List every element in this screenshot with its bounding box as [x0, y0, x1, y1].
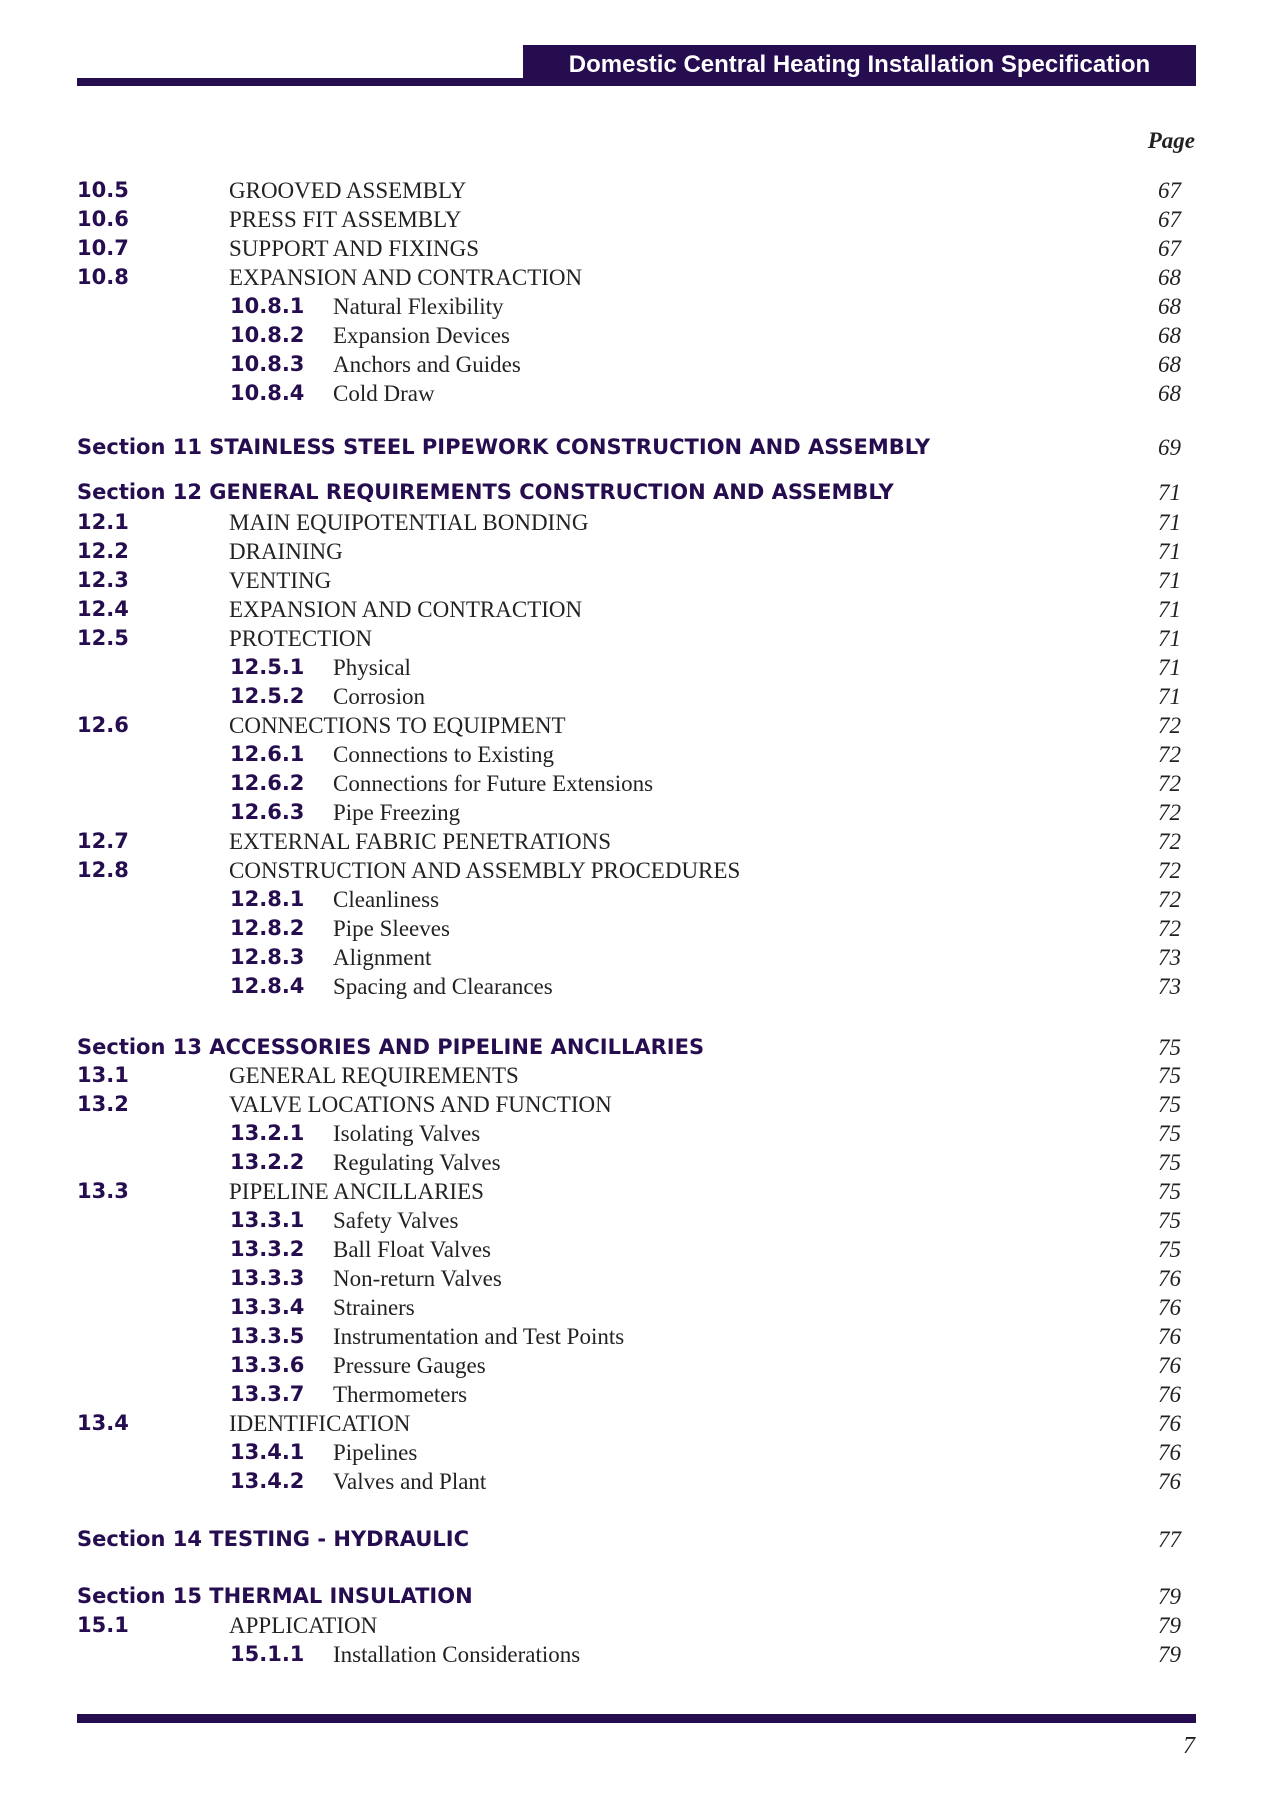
page-number: 79 [1158, 1584, 1181, 1609]
section-title: ACCESSORIES AND PIPELINE ANCILLARIES [209, 1035, 705, 1059]
toc-subsection-entry[interactable] [0, 1235, 1273, 1264]
section-title: THERMAL INSULATION [209, 1584, 473, 1608]
entry-number: 13.4 [77, 1411, 129, 1435]
toc-entry[interactable] [0, 205, 1273, 234]
entry-title: Ball Float Valves [333, 1237, 492, 1262]
page-number: 76 [1158, 1324, 1181, 1349]
entry-title: Corrosion [333, 684, 425, 709]
toc-entry[interactable] [0, 508, 1273, 537]
page-number: 76 [1158, 1295, 1181, 1320]
entry-number: 12.6.3 [230, 800, 305, 824]
section-title: STAINLESS STEEL PIPEWORK CONSTRUCTION AND ASSEMBLY [209, 435, 931, 459]
entry-number: 10.8.3 [230, 352, 305, 376]
toc-subsection-entry[interactable] [0, 1206, 1273, 1235]
entry-title: Spacing and Clearances [333, 974, 553, 999]
page-number: 73 [1158, 945, 1181, 970]
entry-title: Isolating Valves [333, 1121, 481, 1146]
page-number: 79 [1158, 1613, 1181, 1638]
entry-title: MAIN EQUIPOTENTIAL BONDING [229, 510, 589, 535]
entry-number: 10.8.1 [230, 294, 305, 318]
entry-number: 13.3.3 [230, 1266, 305, 1290]
entry-number: 12.8 [77, 858, 129, 882]
entry-title: IDENTIFICATION [229, 1411, 411, 1436]
entry-title: Non-return Valves [333, 1266, 502, 1291]
entry-number: 13.2.1 [230, 1121, 305, 1145]
toc-entry[interactable] [0, 234, 1273, 263]
toc-entry[interactable] [0, 263, 1273, 292]
entry-title: CONSTRUCTION AND ASSEMBLY PROCEDURES [229, 858, 741, 883]
entry-number: 10.8 [77, 265, 129, 289]
section-number: Section 13 [77, 1035, 202, 1059]
toc-subsection-entry[interactable] [0, 769, 1273, 798]
page-number: 71 [1158, 568, 1181, 593]
entry-title: PRESS FIT ASSEMBLY [229, 207, 462, 232]
entry-title: Installation Considerations [333, 1642, 581, 1667]
toc-subsection-entry[interactable] [0, 798, 1273, 827]
toc-subsection-entry[interactable] [0, 1322, 1273, 1351]
page-number: 75 [1158, 1035, 1181, 1060]
toc-section-heading[interactable] [0, 1033, 1273, 1062]
page-number: 75 [1158, 1208, 1181, 1233]
section-heading-text [77, 1582, 473, 1611]
toc-entry[interactable] [0, 1061, 1273, 1090]
page-number: 68 [1158, 323, 1181, 348]
page-number: 68 [1158, 381, 1181, 406]
entry-title: Expansion Devices [333, 323, 510, 348]
page-number: 76 [1158, 1411, 1181, 1436]
entry-title: Thermometers [333, 1382, 468, 1407]
entry-title: Safety Valves [333, 1208, 459, 1233]
entry-title: Cleanliness [333, 887, 440, 912]
entry-title: CONNECTIONS TO EQUIPMENT [229, 713, 566, 738]
toc-subsection-entry[interactable] [0, 1351, 1273, 1380]
entry-number: 12.6.2 [230, 771, 305, 795]
page-number: 77 [1158, 1527, 1181, 1552]
page-number: 75 [1158, 1237, 1181, 1262]
page-number: 76 [1158, 1469, 1181, 1494]
entry-number: 12.3 [77, 568, 129, 592]
section-heading-text [77, 1033, 704, 1062]
entry-number: 13.3.5 [230, 1324, 305, 1348]
entry-number: 13.3.7 [230, 1382, 305, 1406]
entry-title: GENERAL REQUIREMENTS [229, 1063, 519, 1088]
section-heading-text [77, 478, 894, 507]
toc-entry[interactable] [0, 827, 1273, 856]
toc-entry[interactable] [0, 856, 1273, 885]
section-title: TESTING - HYDRAULIC [209, 1527, 470, 1551]
entry-number: 15.1 [77, 1613, 129, 1637]
page-number: 72 [1158, 742, 1181, 767]
section-heading-text [77, 1525, 469, 1554]
page-number: 72 [1158, 858, 1181, 883]
entry-number: 12.2 [77, 539, 129, 563]
toc-entry[interactable] [0, 595, 1273, 624]
toc-subsection-entry[interactable] [0, 1380, 1273, 1409]
page-number: 72 [1158, 887, 1181, 912]
page-number: 71 [1158, 510, 1181, 535]
entry-number: 12.5.1 [230, 655, 305, 679]
entry-title: Instrumentation and Test Points [333, 1324, 625, 1349]
entry-number: 13.4.2 [230, 1469, 305, 1493]
toc-entry[interactable] [0, 1177, 1273, 1206]
toc-subsection-entry[interactable] [0, 682, 1273, 711]
entry-number: 12.1 [77, 510, 129, 534]
toc-entry[interactable] [0, 566, 1273, 595]
entry-title: Pressure Gauges [333, 1353, 486, 1378]
toc-subsection-entry[interactable] [0, 1293, 1273, 1322]
page-number: 71 [1158, 480, 1181, 505]
header-rule [77, 78, 1196, 86]
entry-number: 12.5.2 [230, 684, 305, 708]
toc-subsection-entry[interactable] [0, 292, 1273, 321]
entry-title: Natural Flexibility [333, 294, 504, 319]
toc-subsection-entry[interactable] [0, 1467, 1273, 1496]
toc-subsection-entry[interactable] [0, 1119, 1273, 1148]
entry-number: 12.6 [77, 713, 129, 737]
toc-entry[interactable] [0, 176, 1273, 205]
entry-title: APPLICATION [229, 1613, 378, 1638]
entry-title: Strainers [333, 1295, 415, 1320]
toc-subsection-entry[interactable] [0, 321, 1273, 350]
section-heading-text [77, 433, 930, 462]
section-number: Section 11 [77, 435, 202, 459]
page-number: 67 [1158, 178, 1181, 203]
toc-subsection-entry[interactable] [0, 943, 1273, 972]
toc-entry[interactable] [0, 537, 1273, 566]
entry-title: GROOVED ASSEMBLY [229, 178, 467, 203]
entry-title: Pipelines [333, 1440, 418, 1465]
page-number: 79 [1158, 1642, 1181, 1667]
entry-number: 12.7 [77, 829, 129, 853]
page-number: 75 [1158, 1179, 1181, 1204]
page-number: 72 [1158, 916, 1181, 941]
entry-number: 13.3.1 [230, 1208, 305, 1232]
entry-number: 12.8.4 [230, 974, 305, 998]
page-number: 71 [1158, 655, 1181, 680]
page-column-label: Page [1147, 128, 1195, 153]
entry-number: 10.8.4 [230, 381, 305, 405]
page-number: 76 [1158, 1266, 1181, 1291]
page-number: 73 [1158, 974, 1181, 999]
toc-entry[interactable] [0, 1409, 1273, 1438]
entry-title: SUPPORT AND FIXINGS [229, 236, 479, 261]
page-number: 68 [1158, 352, 1181, 377]
toc-entry[interactable] [0, 1611, 1273, 1640]
page-number: 75 [1158, 1063, 1181, 1088]
entry-title: Anchors and Guides [333, 352, 521, 377]
toc-subsection-entry[interactable] [0, 914, 1273, 943]
toc-subsection-entry[interactable] [0, 740, 1273, 769]
entry-number: 13.3.2 [230, 1237, 305, 1261]
entry-number: 12.8.1 [230, 887, 305, 911]
toc-subsection-entry[interactable] [0, 350, 1273, 379]
toc-subsection-entry[interactable] [0, 1264, 1273, 1293]
section-number: Section 14 [77, 1527, 202, 1551]
entry-number: 13.2.2 [230, 1150, 305, 1174]
page-number: 72 [1158, 713, 1181, 738]
entry-title: Connections to Existing [333, 742, 555, 767]
toc-subsection-entry[interactable] [0, 653, 1273, 682]
toc-section-heading[interactable] [0, 1582, 1273, 1611]
entry-title: EXPANSION AND CONTRACTION [229, 597, 583, 622]
toc-subsection-entry[interactable] [0, 972, 1273, 1001]
entry-number: 10.7 [77, 236, 129, 260]
entry-title: VENTING [229, 568, 332, 593]
toc-subsection-entry[interactable] [0, 1640, 1273, 1669]
toc-entry[interactable] [0, 624, 1273, 653]
toc-entry[interactable] [0, 711, 1273, 740]
entry-title: Physical [333, 655, 411, 680]
entry-number: 13.2 [77, 1092, 129, 1116]
page-number: 76 [1158, 1440, 1181, 1465]
entry-title: Regulating Valves [333, 1150, 501, 1175]
entry-title: Connections for Future Extensions [333, 771, 654, 796]
entry-number: 12.8.3 [230, 945, 305, 969]
entry-number: 13.3 [77, 1179, 129, 1203]
page-number: 71 [1158, 684, 1181, 709]
toc-section-heading[interactable] [0, 433, 1273, 462]
page-number: 67 [1158, 207, 1181, 232]
toc-entry[interactable] [0, 1090, 1273, 1119]
entry-number: 15.1.1 [230, 1642, 305, 1666]
page-number: 72 [1158, 771, 1181, 796]
page-number: 75 [1158, 1092, 1181, 1117]
page-number: 76 [1158, 1353, 1181, 1378]
entry-number: 12.5 [77, 626, 129, 650]
toc-subsection-entry[interactable] [0, 1148, 1273, 1177]
section-title: GENERAL REQUIREMENTS CONSTRUCTION AND ASSEMBLY [209, 480, 894, 504]
entry-title: Pipe Sleeves [333, 916, 450, 941]
toc-subsection-entry[interactable] [0, 1438, 1273, 1467]
entry-number: 13.4.1 [230, 1440, 305, 1464]
entry-number: 10.6 [77, 207, 129, 231]
entry-title: PIPELINE ANCILLARIES [229, 1179, 484, 1204]
page-number: 76 [1158, 1382, 1181, 1407]
page-number: 72 [1158, 800, 1181, 825]
toc-section-heading[interactable] [0, 1525, 1273, 1554]
page-number: 75 [1158, 1121, 1181, 1146]
entry-number: 13.3.4 [230, 1295, 305, 1319]
entry-title: Valves and Plant [333, 1469, 487, 1494]
section-number: Section 15 [77, 1584, 202, 1608]
entry-number: 10.8.2 [230, 323, 305, 347]
entry-number: 13.1 [77, 1063, 129, 1087]
page-number: 71 [1158, 539, 1181, 564]
page-number: 75 [1158, 1150, 1181, 1175]
entry-title: DRAINING [229, 539, 343, 564]
entry-number: 12.6.1 [230, 742, 305, 766]
page-number: 71 [1158, 626, 1181, 651]
page-number: 72 [1158, 829, 1181, 854]
entry-title: Cold Draw [333, 381, 435, 406]
entry-title: Pipe Freezing [333, 800, 461, 825]
entry-title: PROTECTION [229, 626, 373, 651]
entry-number: 12.4 [77, 597, 129, 621]
page-number: 67 [1158, 236, 1181, 261]
toc-subsection-entry[interactable] [0, 379, 1273, 408]
page-number: 68 [1158, 294, 1181, 319]
toc-section-heading[interactable] [0, 478, 1273, 507]
toc-subsection-entry[interactable] [0, 885, 1273, 914]
entry-title: Alignment [333, 945, 432, 970]
entry-title: EXPANSION AND CONTRACTION [229, 265, 583, 290]
entry-title: EXTERNAL FABRIC PENETRATIONS [229, 829, 612, 854]
section-number: Section 12 [77, 480, 202, 504]
entry-number: 10.5 [77, 178, 129, 202]
entry-number: 13.3.6 [230, 1353, 305, 1377]
footer-page-number: 7 [1183, 1733, 1195, 1759]
document-title-banner: Domestic Central Heating Installation Specification [523, 45, 1196, 85]
page-number: 69 [1158, 435, 1181, 460]
page-number: 71 [1158, 597, 1181, 622]
page-number: 68 [1158, 265, 1181, 290]
entry-number: 12.8.2 [230, 916, 305, 940]
entry-title: VALVE LOCATIONS AND FUNCTION [229, 1092, 612, 1117]
footer-rule [77, 1714, 1196, 1723]
